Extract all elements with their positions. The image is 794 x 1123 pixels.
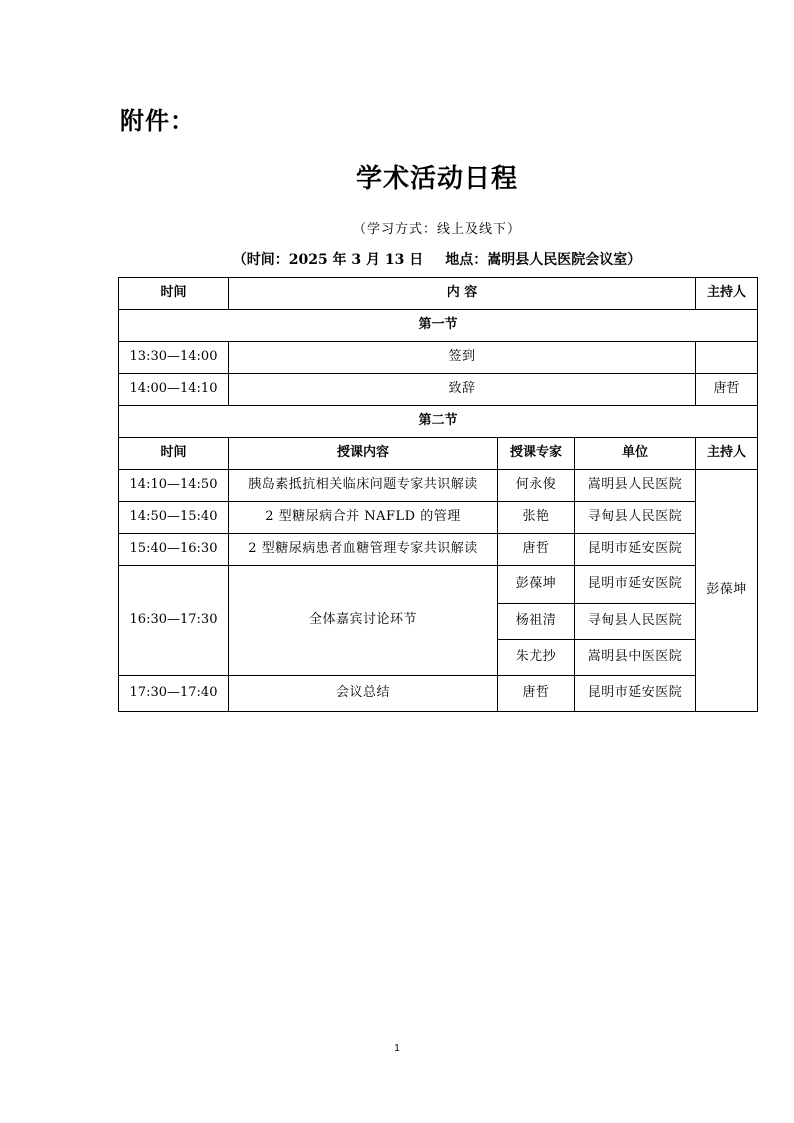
header-row-2 bbox=[119, 438, 758, 470]
row-content: 致辞 bbox=[229, 374, 696, 406]
row-unit: 嵩明县中医医院 bbox=[575, 640, 696, 676]
header-lecture-content: 授课内容 bbox=[229, 438, 498, 470]
table-row bbox=[119, 566, 758, 604]
event-time: （时间：2025 年 3 月 13 日 bbox=[232, 252, 424, 268]
row-host bbox=[696, 342, 758, 374]
row-content: 签到 bbox=[229, 342, 696, 374]
row-expert: 唐哲 bbox=[498, 676, 575, 712]
row-time: 13:30—14:00 bbox=[119, 342, 229, 374]
row-content: 会议总结 bbox=[229, 676, 498, 712]
section2-host: 彭葆坤 bbox=[696, 470, 758, 712]
section-row bbox=[119, 310, 758, 342]
table-row bbox=[119, 502, 758, 534]
table-row bbox=[119, 342, 758, 374]
table-row bbox=[119, 470, 758, 502]
discussion-content: 全体嘉宾讨论环节 bbox=[229, 566, 498, 676]
row-expert: 何永俊 bbox=[498, 470, 575, 502]
row-unit: 寻甸县人民医院 bbox=[575, 604, 696, 640]
row-unit: 嵩明县人民医院 bbox=[575, 470, 696, 502]
row-expert: 张艳 bbox=[498, 502, 575, 534]
row-time: 17:30—17:40 bbox=[119, 676, 229, 712]
header-unit: 单位 bbox=[575, 438, 696, 470]
row-expert: 朱尤抄 bbox=[498, 640, 575, 676]
row-expert: 杨祖清 bbox=[498, 604, 575, 640]
attachment-label: 附件： bbox=[120, 107, 195, 135]
table-row bbox=[119, 534, 758, 566]
row-content: 胰岛素抵抗相关临床问题专家共识解读 bbox=[229, 470, 498, 502]
row-host: 唐哲 bbox=[696, 374, 758, 406]
header-host: 主持人 bbox=[696, 438, 758, 470]
row-unit: 昆明市延安医院 bbox=[575, 534, 696, 566]
header-time: 时间 bbox=[119, 278, 229, 310]
section1-title: 第一节 bbox=[119, 310, 758, 342]
table-row bbox=[119, 676, 758, 712]
header-time: 时间 bbox=[119, 438, 229, 470]
event-info bbox=[0, 249, 794, 269]
header-expert: 授课专家 bbox=[498, 438, 575, 470]
row-unit: 昆明市延安医院 bbox=[575, 566, 696, 604]
row-content: 2 型糖尿病患者血糖管理专家共识解读 bbox=[229, 534, 498, 566]
row-time: 14:10—14:50 bbox=[119, 470, 229, 502]
schedule-table bbox=[118, 277, 758, 712]
row-expert: 唐哲 bbox=[498, 534, 575, 566]
row-time: 14:50—15:40 bbox=[119, 502, 229, 534]
table-row bbox=[119, 374, 758, 406]
header-content: 内 容 bbox=[229, 278, 696, 310]
row-time: 15:40—16:30 bbox=[119, 534, 229, 566]
row-unit: 昆明市延安医院 bbox=[575, 676, 696, 712]
page-title: 学术活动日程 bbox=[355, 164, 518, 194]
row-content: 2 型糖尿病合并 NAFLD 的管理 bbox=[229, 502, 498, 534]
row-expert: 彭葆坤 bbox=[498, 566, 575, 604]
header-row-1 bbox=[119, 278, 758, 310]
page-number: 1 bbox=[394, 1043, 400, 1054]
row-unit: 寻甸县人民医院 bbox=[575, 502, 696, 534]
section-row bbox=[119, 406, 758, 438]
event-location: 地点：嵩明县人民医院会议室） bbox=[445, 252, 642, 268]
study-mode: （学习方式：线上及线下） bbox=[352, 222, 521, 237]
row-time: 14:00—14:10 bbox=[119, 374, 229, 406]
header-host: 主持人 bbox=[696, 278, 758, 310]
section2-title: 第二节 bbox=[119, 406, 758, 438]
discussion-time: 16:30—17:30 bbox=[119, 566, 229, 676]
